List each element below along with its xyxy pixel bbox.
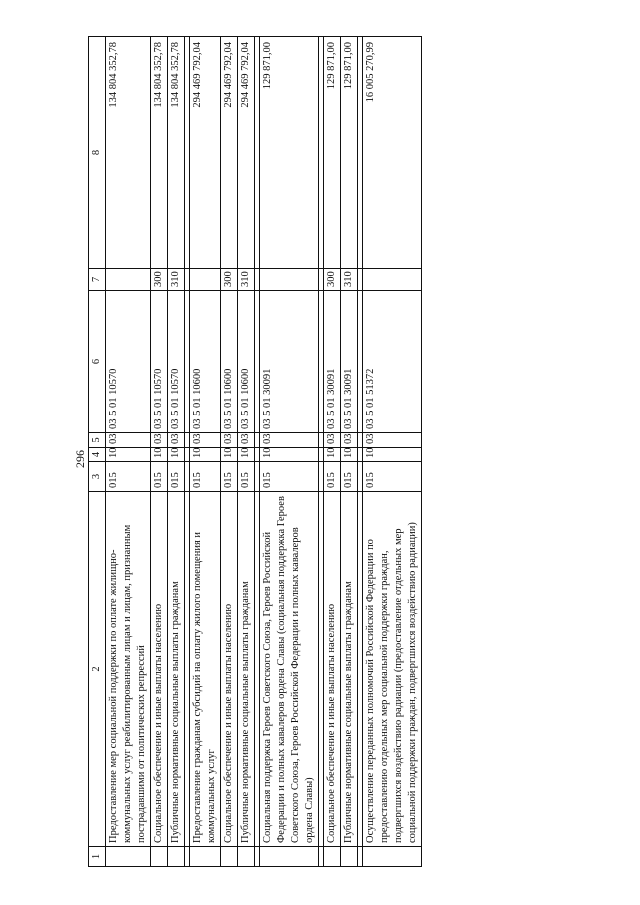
cell-section: 10 (363, 448, 422, 462)
cell-description: Социальное обеспечение и иные выплаты населению (324, 492, 341, 847)
cell-expense-type: 310 (341, 269, 358, 291)
cell-section: 10 (190, 448, 221, 462)
column-header: 3 (89, 462, 106, 492)
cell-target-article: 03 5 01 10600 (238, 291, 255, 433)
table-row (190, 37, 221, 867)
cell-subsection: 03 (238, 433, 255, 448)
cell-section: 10 (168, 448, 185, 462)
cell-target-article: 03 5 01 30091 (260, 291, 319, 433)
table-row (363, 37, 422, 867)
cell-target-article: 03 5 01 10570 (106, 291, 151, 433)
column-header: 4 (89, 448, 106, 462)
cell-description: Осуществление переданных полномочий Российской Федерации по предоставлению отдельных мер социальной поддержки граждан, подвергшихся воздействию радиации (предоставление отдельных мер социальной поддержки граждан, подвергшихся воздействию радиации) (363, 492, 422, 847)
cell-description: Публичные нормативные социальные выплаты гражданам (238, 492, 255, 847)
table-row (324, 37, 341, 867)
cell-target-article: 03 5 01 30091 (324, 291, 341, 433)
cell-subsection: 03 (221, 433, 238, 448)
table-row (221, 37, 238, 867)
column-header: 7 (89, 269, 106, 291)
column-header: 8 (89, 37, 106, 269)
cell-ministry-code: 015 (221, 462, 238, 492)
cell-col1 (221, 847, 238, 867)
cell-description: Публичные нормативные социальные выплаты гражданам (168, 492, 185, 847)
cell-target-article: 03 5 01 10570 (151, 291, 168, 433)
cell-ministry-code: 015 (106, 462, 151, 492)
table-row (106, 37, 151, 867)
cell-expense-type (363, 269, 422, 291)
cell-ministry-code: 015 (238, 462, 255, 492)
cell-description: Предоставление мер социальной поддержки по оплате жилищно-коммунальных услуг реабилитированным лицам и лицам, признанным пострадавшими от политических репрессий (106, 492, 151, 847)
cell-col1 (190, 847, 221, 867)
cell-expense-type: 310 (238, 269, 255, 291)
table-row (341, 37, 358, 867)
cell-subsection: 03 (363, 433, 422, 448)
cell-col1 (106, 847, 151, 867)
cell-amount: 134 804 352,78 (168, 37, 185, 269)
cell-section: 10 (260, 448, 319, 462)
cell-subsection: 03 (168, 433, 185, 448)
cell-ministry-code: 015 (341, 462, 358, 492)
cell-ministry-code: 015 (324, 462, 341, 492)
cell-col1 (260, 847, 319, 867)
cell-section: 10 (341, 448, 358, 462)
cell-col1 (238, 847, 255, 867)
budget-table (88, 36, 422, 867)
cell-amount: 129 871,00 (324, 37, 341, 269)
cell-amount: 129 871,00 (341, 37, 358, 269)
column-header: 2 (89, 492, 106, 847)
cell-col1 (341, 847, 358, 867)
cell-section: 10 (106, 448, 151, 462)
cell-subsection: 03 (324, 433, 341, 448)
cell-expense-type: 300 (324, 269, 341, 291)
cell-subsection: 03 (260, 433, 319, 448)
cell-section: 10 (324, 448, 341, 462)
table-row (168, 37, 185, 867)
cell-amount: 134 804 352,78 (151, 37, 168, 269)
table-row (238, 37, 255, 867)
cell-expense-type: 310 (168, 269, 185, 291)
cell-expense-type (260, 269, 319, 291)
cell-section: 10 (238, 448, 255, 462)
cell-col1 (151, 847, 168, 867)
cell-expense-type (106, 269, 151, 291)
cell-amount: 294 469 792,04 (238, 37, 255, 269)
cell-amount: 134 804 352,78 (106, 37, 151, 269)
cell-col1 (324, 847, 341, 867)
column-header: 6 (89, 291, 106, 433)
cell-target-article: 03 5 01 10570 (168, 291, 185, 433)
cell-description: Публичные нормативные социальные выплаты гражданам (341, 492, 358, 847)
cell-ministry-code: 015 (190, 462, 221, 492)
cell-target-article: 03 5 01 10600 (190, 291, 221, 433)
cell-col1 (168, 847, 185, 867)
cell-col1 (363, 847, 422, 867)
cell-target-article: 03 5 01 30091 (341, 291, 358, 433)
column-header: 5 (89, 433, 106, 448)
cell-ministry-code: 015 (363, 462, 422, 492)
cell-description: Социальная поддержка Героев Советского Союза, Героев Российской Федерации и полных кавалеров ордена Славы (социальная поддержка Героев Советского Союза, Героев Российской Федерации и полных кавалеров ордена Славы) (260, 492, 319, 847)
cell-expense-type: 300 (221, 269, 238, 291)
table-row (260, 37, 319, 867)
cell-ministry-code: 015 (260, 462, 319, 492)
table-row (151, 37, 168, 867)
page-number: 296 (73, 450, 87, 468)
cell-section: 10 (151, 448, 168, 462)
cell-subsection: 03 (151, 433, 168, 448)
cell-ministry-code: 015 (168, 462, 185, 492)
cell-expense-type (190, 269, 221, 291)
cell-target-article: 03 5 01 10600 (221, 291, 238, 433)
cell-amount: 294 469 792,04 (221, 37, 238, 269)
cell-amount: 294 469 792,04 (190, 37, 221, 269)
cell-expense-type: 300 (151, 269, 168, 291)
cell-subsection: 03 (106, 433, 151, 448)
cell-subsection: 03 (190, 433, 221, 448)
cell-section: 10 (221, 448, 238, 462)
cell-amount: 129 871,00 (260, 37, 319, 269)
cell-description: Социальное обеспечение и иные выплаты населению (221, 492, 238, 847)
cell-description: Предоставление гражданам субсидий на оплату жилого помещения и коммунальных услуг (190, 492, 221, 847)
cell-ministry-code: 015 (151, 462, 168, 492)
cell-subsection: 03 (341, 433, 358, 448)
cell-description: Социальное обеспечение и иные выплаты населению (151, 492, 168, 847)
cell-target-article: 03 5 01 51372 (363, 291, 422, 433)
cell-amount: 16 005 270,99 (363, 37, 422, 269)
column-number-row (89, 37, 106, 867)
column-header: 1 (89, 847, 106, 867)
